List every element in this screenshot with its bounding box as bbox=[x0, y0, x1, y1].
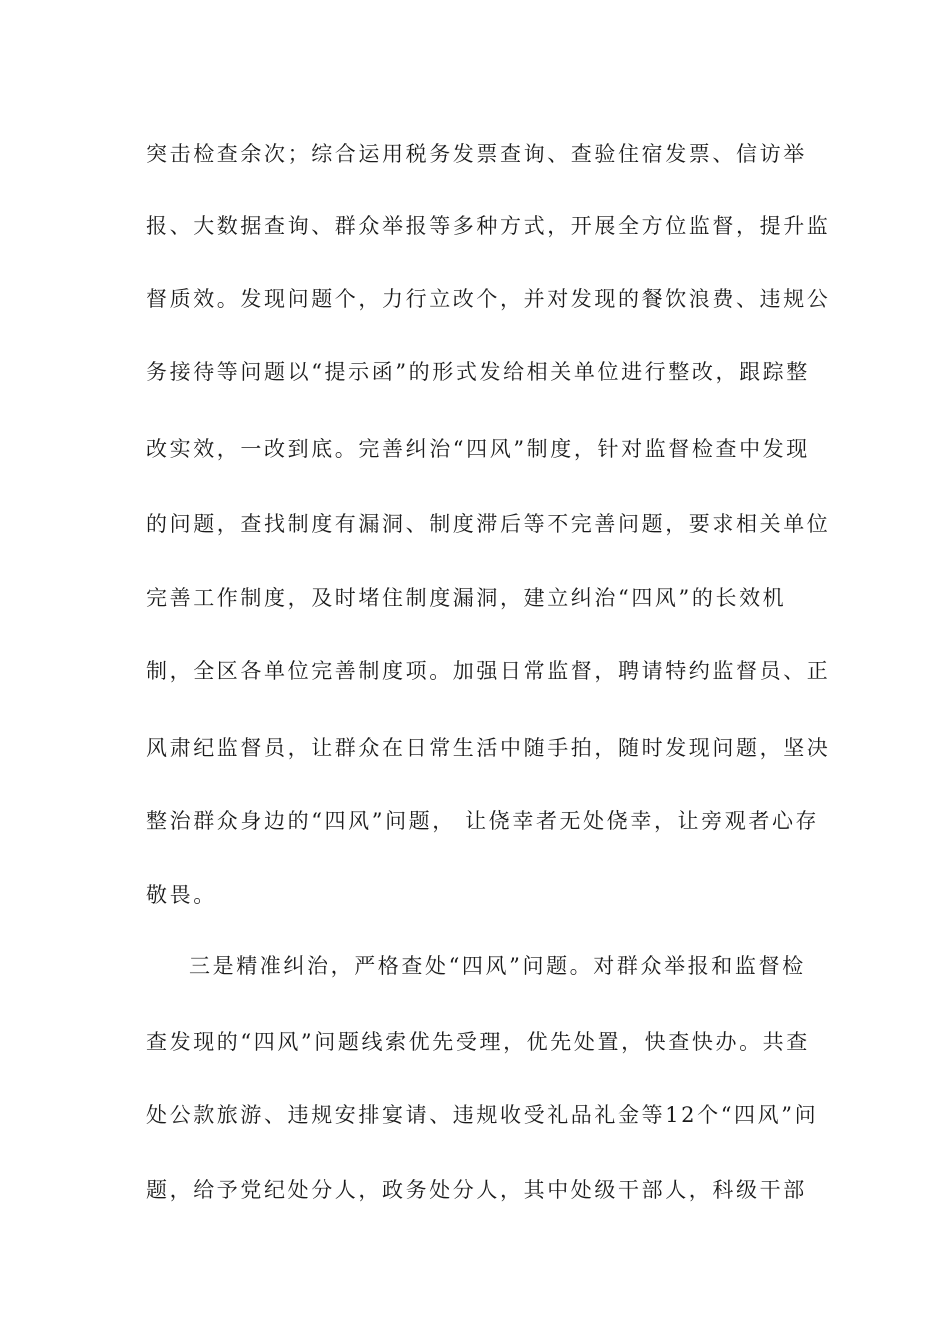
text-line-14: 处公款旅游、违规安排宴请、违规收受礼品礼金等12个“四风”问 bbox=[146, 1103, 819, 1127]
text-line-13: 查发现的“四风”问题线索优先受理，优先处置，快查快办。共查 bbox=[146, 1030, 810, 1054]
text-line-2: 报、大数据查询、群众举报等多种方式，开展全方位监督，提升监 bbox=[146, 214, 831, 238]
paragraph-start-line: 三是精准纠治，严格查处“四风”问题。对群众举报和监督检 bbox=[189, 954, 806, 978]
text-line-6: 的问题，查找制度有漏洞、制度滞后等不完善问题，要求相关单位 bbox=[146, 512, 831, 536]
text-line-8: 制，全区各单位完善制度项。加强日常监督，聘请特约监督员、正 bbox=[146, 659, 831, 683]
text-line-11: 敬畏。 bbox=[146, 883, 217, 907]
text-line-4: 务接待等问题以“提示函”的形式发给相关单位进行整改，跟踪整 bbox=[146, 360, 810, 384]
text-line-7: 完善工作制度，及时堵住制度漏洞，建立纠治“四风”的长效机 bbox=[146, 586, 787, 610]
text-line-1: 突击检查余次；综合运用税务发票查询、查验住宿发票、信访举 bbox=[146, 142, 807, 166]
text-line-15: 题，给予党纪处分人，政务处分人，其中处级干部人，科级干部 bbox=[146, 1178, 807, 1202]
text-line-9: 风肃纪监督员，让群众在日常生活中随手拍，随时发现问题，坚决 bbox=[146, 736, 831, 760]
text-line-5: 改实效，一改到底。完善纠治“四风”制度，针对监督检查中发现 bbox=[146, 437, 810, 461]
text-line-3: 督质效。发现问题个，力行立改个，并对发现的餐饮浪费、违规公 bbox=[146, 287, 831, 311]
text-line-10: 整治群众身边的“四风”问题， 让侥幸者无处侥幸，让旁观者心存 bbox=[146, 809, 820, 833]
